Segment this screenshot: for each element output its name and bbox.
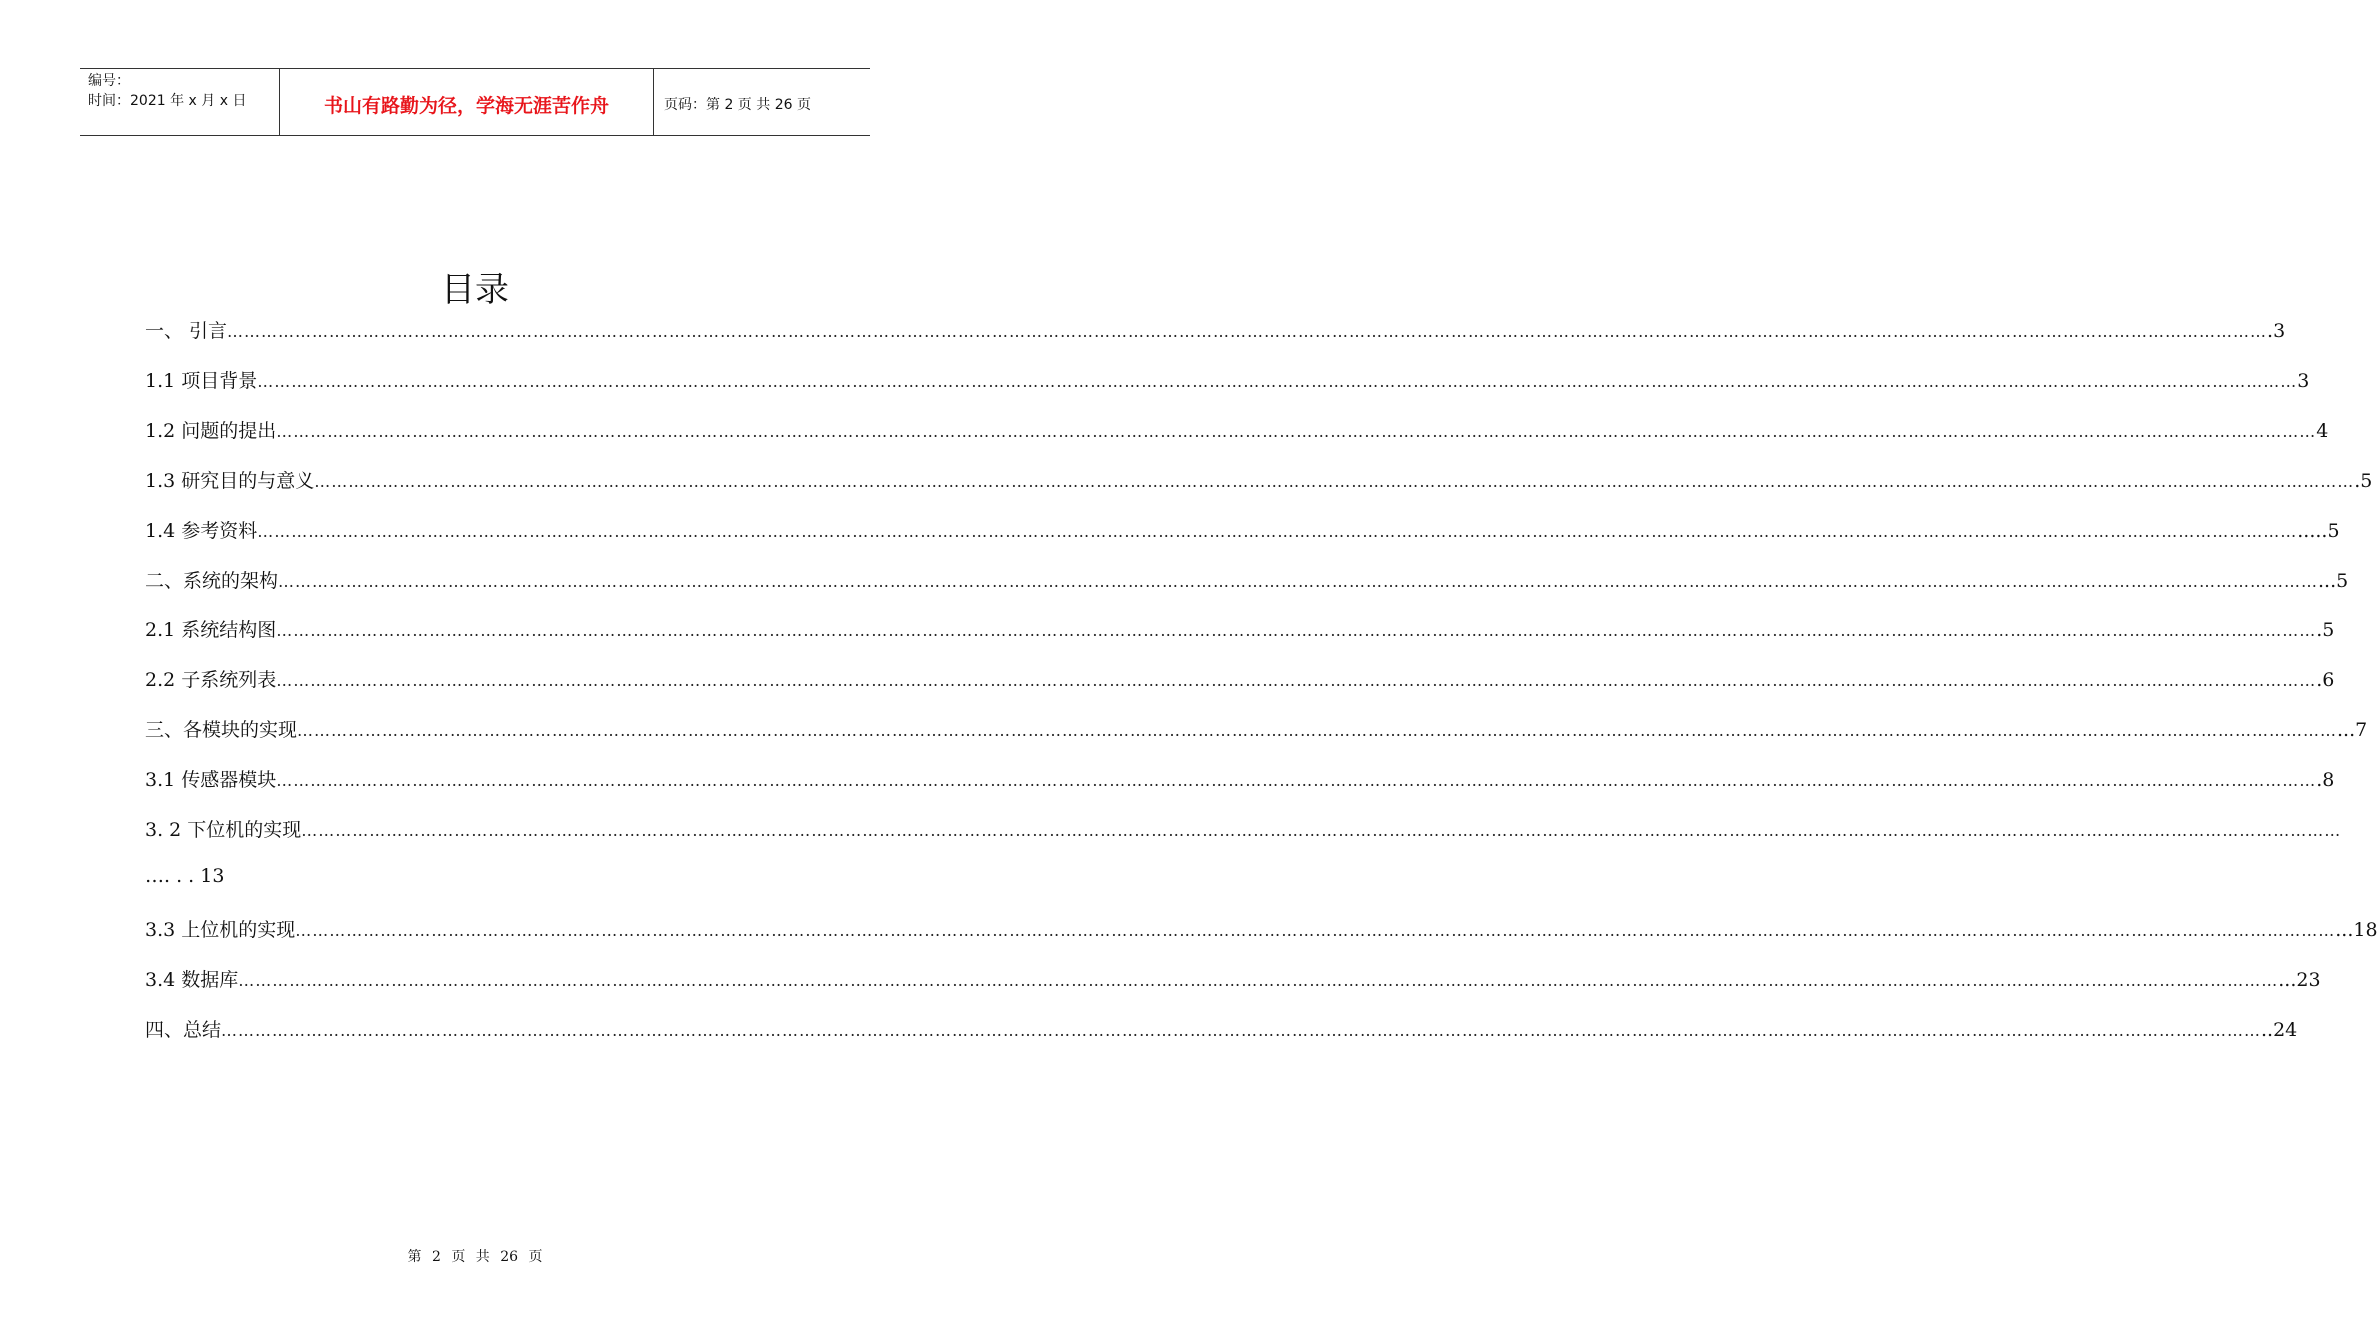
toc-leader-dots: ……………………………………………………………………………………………………………………………………………………………………………………………………………………………………………………………………………………………………………………………… bbox=[221, 1020, 2262, 1040]
toc-leader-dots: ……………………………………………………………………………………………………………………………………………………………………………………………………………………………………………………………………………………………………………………………… bbox=[276, 771, 2317, 791]
toc-entry-page: .6 bbox=[2316, 669, 2335, 692]
toc-leader-dots: ……………………………………………………………………………………………………………………………………………………………………………………………………………………………………………………………………………………………………………………………… bbox=[295, 920, 2336, 940]
toc-entry-label: 一、 引言 bbox=[145, 320, 228, 342]
footer-total-pages: 26 bbox=[500, 1249, 519, 1265]
header-motto: 书山有路勤为径，学海无涯苦作舟 bbox=[280, 69, 654, 135]
toc-entry[interactable] bbox=[145, 466, 2373, 496]
toc-entry-page: .8 bbox=[2316, 769, 2335, 792]
toc-leader-dots: ……………………………………………………………………………………………………………………………………………………………………………………………………………………………………………………………………………………………………………………………… bbox=[257, 521, 2298, 541]
toc-entry[interactable] bbox=[145, 715, 2368, 745]
header-page-info: 页码：第 2 页 共 26 页 bbox=[664, 97, 811, 113]
toc-entry-label: 3.3 上位机的实现 bbox=[145, 918, 296, 941]
toc-entry[interactable] bbox=[145, 915, 2378, 945]
toc-leader-dots: ……………………………………………………………………………………………………………………………………………………………………………………………………………………………………………………………………………………………………………………………… bbox=[227, 322, 2268, 341]
page-footer bbox=[0, 1246, 950, 1266]
toc-entry-page: 3 bbox=[2297, 369, 2310, 392]
toc-leader-dots: ……………………………………………………………………………………………………………………………………………………………………………………………………………………………………………………………………………………………………………………………… bbox=[314, 471, 2355, 491]
toc-entry[interactable] bbox=[145, 615, 2335, 645]
toc-entry-page: ..24 bbox=[2261, 1018, 2298, 1041]
toc-entry-label: 1.1 项目背景 bbox=[145, 369, 258, 392]
page-header bbox=[80, 68, 870, 136]
footer-prefix: 第 bbox=[407, 1249, 422, 1265]
header-meta bbox=[80, 69, 280, 135]
toc-entry-label: 1.4 参考资料 bbox=[145, 519, 258, 542]
toc-leader-dots: ……………………………………………………………………………………………………………………………………………………………………………………………………………………………………………………………………………………………………………………………… bbox=[276, 671, 2317, 691]
toc-leader-dots: ……………………………………………………………………………………………………………………………………………………………………………………………………………………………………………………………………………………………………………………………… bbox=[301, 821, 2342, 840]
toc-entry[interactable] bbox=[145, 316, 2286, 346]
toc-entry-label: 四、总结 bbox=[145, 1018, 222, 1041]
toc-entry-page: ...18 bbox=[2335, 918, 2378, 941]
toc-entry-page: ...5 bbox=[2318, 569, 2349, 592]
footer-suffix: 页 bbox=[528, 1249, 543, 1265]
toc-entry-label: 1.3 研究目的与意义 bbox=[145, 469, 315, 492]
toc-leader-dots: ……………………………………………………………………………………………………………………………………………………………………………………………………………………………………………………………………………………………………………………………… bbox=[238, 970, 2279, 990]
footer-page-word: 页 bbox=[451, 1249, 466, 1265]
toc-entry-label: 2.2 子系统列表 bbox=[145, 669, 277, 692]
toc-entry[interactable] bbox=[145, 965, 2321, 995]
number-label: 编号： bbox=[88, 73, 130, 89]
footer-total-word: 共 bbox=[475, 1249, 490, 1265]
date-label: 时间：2021 年 x 月 x 日 bbox=[88, 93, 247, 109]
toc-entry-page: ...7 bbox=[2337, 719, 2368, 742]
toc-entry-label: 3. 2 下位机的实现 bbox=[145, 819, 302, 841]
toc-entry-label: 2.1 系统结构图 bbox=[145, 619, 277, 642]
toc-entry-label: …. . . 13 bbox=[145, 864, 225, 887]
toc-entry[interactable] bbox=[145, 366, 2310, 396]
toc-entry-label: 三、各模块的实现 bbox=[145, 719, 298, 742]
toc-entry-page: ...23 bbox=[2278, 968, 2321, 991]
toc-entry-page: 4 bbox=[2316, 419, 2329, 442]
toc-entry[interactable] bbox=[145, 416, 2329, 446]
toc-entry-page: .5 bbox=[2354, 469, 2373, 492]
toc-entry[interactable] bbox=[145, 665, 2335, 695]
toc-entry[interactable] bbox=[145, 566, 2349, 596]
toc-title: 目录 bbox=[441, 270, 509, 310]
toc-entry-label: 二、系统的架构 bbox=[145, 569, 279, 592]
toc-entry-label: 3.1 传感器模块 bbox=[145, 769, 277, 792]
toc-leader-dots: ……………………………………………………………………………………………………………………………………………………………………………………………………………………………………………………………………………………………………………………………… bbox=[278, 571, 2319, 591]
toc-entry[interactable] bbox=[145, 765, 2335, 795]
toc-entry[interactable] bbox=[145, 865, 800, 895]
toc-entry-label: 1.2 问题的提出 bbox=[145, 419, 277, 442]
toc-entry-page: .3 bbox=[2267, 320, 2286, 342]
toc-leader-dots: ……………………………………………………………………………………………………………………………………………………………………………………………………………………………………………………………………………………………………………………………… bbox=[257, 371, 2298, 391]
toc-entry-label: 3.4 数据库 bbox=[145, 968, 239, 991]
toc-entry[interactable] bbox=[145, 516, 2340, 546]
toc-entry-page: .....5 bbox=[2297, 519, 2340, 542]
toc-leader-dots: ……………………………………………………………………………………………………………………………………………………………………………………………………………………………………………………………………………………………………………………………… bbox=[297, 721, 2338, 741]
toc-entry-page: .5 bbox=[2316, 619, 2335, 642]
toc-entry[interactable] bbox=[145, 1015, 2298, 1045]
footer-current-page: 2 bbox=[431, 1249, 441, 1265]
toc-leader-dots: ……………………………………………………………………………………………………………………………………………………………………………………………………………………………………………………………………………………………………………………………… bbox=[276, 421, 2317, 441]
toc-entry[interactable] bbox=[145, 815, 2342, 845]
toc-leader-dots: ……………………………………………………………………………………………………………………………………………………………………………………………………………………………………………………………………………………………………………………………… bbox=[276, 621, 2317, 641]
